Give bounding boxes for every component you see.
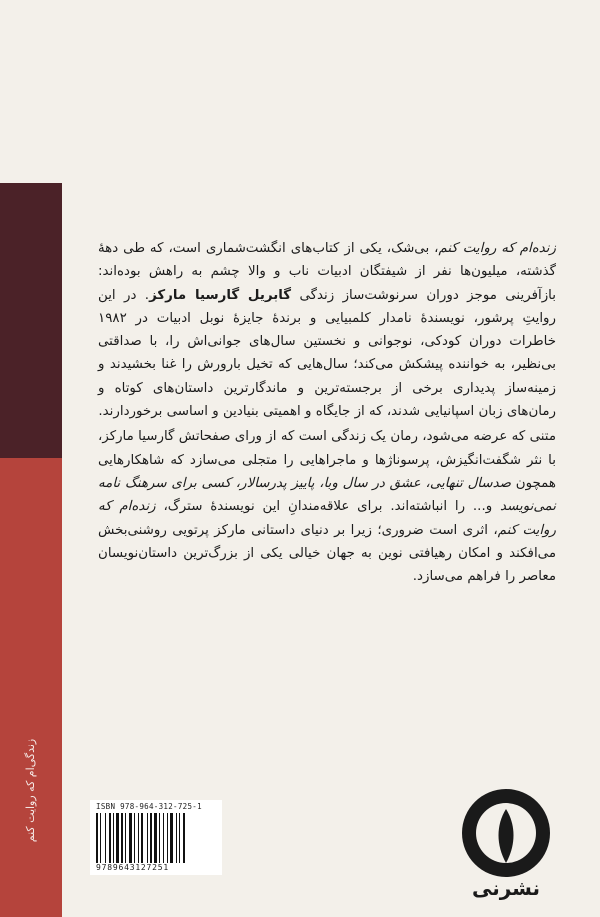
barcode-bar [96, 813, 98, 863]
reed-nut-icon [456, 783, 556, 883]
blurb-paragraph-2 [98, 425, 556, 588]
spine-title-text: زندگی‌ام که روایت کنم [24, 738, 38, 842]
barcode-bar [170, 813, 173, 863]
barcode-number: 9789643127251 [96, 863, 170, 872]
blurb-text: ، بی‌شک، یکی از کتاب‌های انگشت‌شماری است، که طی دههٔ گذشته، میلیون‌ها نفر از شیفتگان ادبیات ناب و والا چشم به راهش بوده‌اند: بازآفرینی موجز دوران سرنوشت‌ساز زندگی [98, 241, 556, 303]
barcode-bar [183, 813, 185, 863]
barcode-bar [105, 813, 106, 863]
barcode-bar [141, 813, 143, 863]
book-title-mention: زنده‌ام که روایت کنم [98, 499, 556, 538]
back-cover-blurb [98, 237, 556, 590]
spine-band-dark [0, 183, 62, 458]
spine-title [18, 735, 44, 845]
barcode-bar [100, 813, 101, 863]
barcode-bar [134, 813, 135, 863]
barcode-bar [167, 813, 168, 863]
barcode-bar [159, 813, 160, 863]
barcode-bar [179, 813, 180, 863]
barcode-bar [121, 813, 123, 863]
book-title-mention: زنده‌ام که روایت کنم [438, 241, 556, 256]
blurb-text: ، اثری است ضروری؛ زیرا بر دنیای داستانی مارکز پرتویی روشنی‌بخش می‌افکند و امکان رهیافتی نوین به جهان خیالی یکی از بزرگ‌ترین داستان‌نویسان معاصر را فراهم می‌سازد. [98, 522, 556, 585]
barcode-bar [154, 813, 157, 863]
isbn-label: ISBN 978-964-312-725-1 [96, 802, 202, 811]
spine-band-red [0, 458, 62, 917]
blurb-text: . در این روایتِ پرشور، نویسندهٔ نامدار کلمبیایی و برندهٔ جایزهٔ نوبل ادبیات در ۱۹۸۲ خاطرات دوران کودکی، نوجوانی و نخستین سال‌های جوانی‌اش را، با صداقتی بی‌نظیر، به خواننده پیشکش می‌کند؛ سال‌هایی که تخیل بارورش را غنا بخشیدند و زمینه‌ساز پدیداری برخی از برجسته‌ترین و ماندگارترین داستان‌های کوتاه و رمان‌های زبان اسپانیایی شدند، که از جایگاه و اهمیتی بنیادین و اساسی برخوردارند. [98, 287, 556, 420]
author-name: گابریل گارسیا مارکز [149, 287, 292, 303]
barcode-bars [96, 813, 216, 863]
works-list: صدسال تنهایی، عشق در سال وبا، پاییز پدرسالار، کسی برای سرهنگ نامه نمی‌نویسد [98, 475, 556, 515]
barcode-bar [138, 813, 139, 863]
barcode-bar [116, 813, 119, 863]
barcode-bar [176, 813, 177, 863]
barcode-bar [150, 813, 152, 863]
blurb-text: متنی که عرضه می‌شود، رمان یک زندگی است که از ورای صفحاتش گارسیا مارکز، با نثر شگفت‌انگیزش، پرسوناژها و ماجراهایی را متجلی می‌سازد که شاهکارهایی همچون [98, 429, 556, 491]
barcode-bar [147, 813, 148, 863]
barcode-bar [129, 813, 132, 863]
barcode-bar [109, 813, 111, 863]
isbn-barcode [90, 800, 222, 875]
barcode-bar [125, 813, 126, 863]
barcode-bar [113, 813, 114, 863]
barcode-bar [163, 813, 164, 863]
blurb-text: و... را انباشته‌اند. برای علاقه‌مندانِ این نویسندهٔ سترگ، [155, 499, 501, 515]
publisher-name: نشرنی [471, 876, 541, 900]
blurb-paragraph-1 [98, 237, 556, 423]
